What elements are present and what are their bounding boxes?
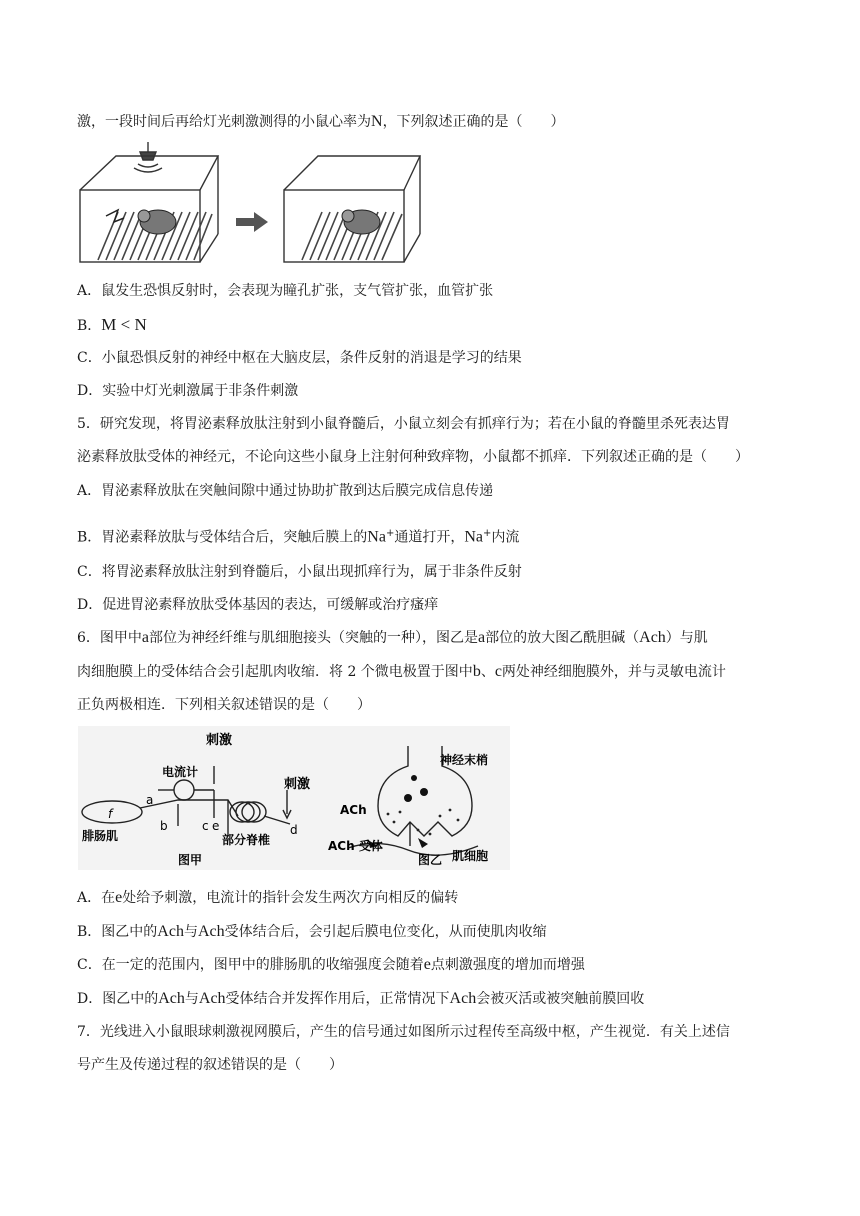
q4-option-a: A．鼠发生恐惧反射时，会表现为瞳孔扩张，支气管扩张，血管扩张	[77, 283, 494, 299]
q5-stem-line2: 泌素释放肽受体的神经元，不论向这些小鼠身上注射何种致痒物，小鼠都不抓痒．下列叙述正确的是（ ）	[77, 449, 749, 465]
q7-stem-line2: 号产生及传递过程的叙述错误的是（ ）	[77, 1057, 343, 1073]
fig-label-ciji-top: 刺激	[206, 733, 233, 748]
q6-stem-line1: 6．图甲中a部位为神经纤维与肌细胞接头（突触的一种），图乙是a部位的放大图乙酰胆碱（Ach）与肌	[77, 629, 708, 646]
q4-option-d: D．实验中灯光刺激属于非条件刺激	[77, 383, 299, 399]
q7-stem-line1: 7．光线进入小鼠眼球刺激视网膜后，产生的信号通过如图所示过程传至高级中枢，产生视觉．有关上述信	[77, 1024, 730, 1040]
fig-label-ach-shouti: ACh 受体	[328, 839, 383, 853]
fig-letter-a: a	[146, 793, 154, 807]
q5-option-c: C．将胃泌素释放肽注射到脊髓后，小鼠出现抓痒行为，属于非条件反射	[77, 564, 522, 580]
q6-option-c: C．在一定的范围内，图甲中的腓肠肌的收缩强度会随着e点刺激强度的增加而增强	[77, 956, 585, 973]
fig-letter-c: c	[202, 819, 209, 833]
fig-letter-e: e	[212, 819, 220, 833]
fig-label-jixibao: 肌细胞	[452, 849, 489, 863]
q6-stem-line2: 肉细胞膜上的受体结合会引起肌肉收缩．将 2 个微电极置于图中b、c两处神经细胞膜外，并与灵敏电流计	[77, 663, 726, 680]
fig-label-feichangji: 腓肠肌	[82, 829, 119, 843]
fig-label-bufen: 部分脊椎	[222, 833, 271, 847]
fig-label-jiaji: 图甲	[178, 853, 203, 867]
fig-label-ach: ACh	[340, 803, 367, 817]
fig-letter-f: f	[108, 807, 113, 821]
q5-option-a: A．胃泌素释放肽在突触间隙中通过协助扩散到达后膜完成信息传递	[77, 483, 494, 499]
q5-stem-line1: 5．研究发现，将胃泌素释放肽注射到小鼠脊髓后，小鼠立刻会有抓痒行为；若在小鼠的脊髓里杀死表达胃	[77, 416, 730, 432]
q4-option-c: C．小鼠恐惧反射的神经中枢在大脑皮层，条件反射的消退是学习的结果	[77, 350, 522, 366]
q6-option-b: B．图乙中的Ach与Ach受体结合后，会引起后膜电位变化，从而使肌肉收缩	[77, 923, 547, 940]
q5-option-d: D．促进胃泌素释放肽受体基因的表达，可缓解或治疗瘙痒	[77, 597, 439, 613]
fig-letter-b: b	[160, 819, 168, 833]
q4-option-b: B．M < N	[77, 315, 147, 334]
fig-label-shenjing: 神经末梢	[440, 753, 489, 767]
fig-letter-d: d	[290, 823, 298, 837]
q6-option-d: D．图乙中的Ach与Ach受体结合并发挥作用后，正常情况下Ach会被灭活或被突触前膜回收	[77, 990, 645, 1007]
q4-figure-mouse-cages	[78, 142, 424, 268]
fig-label-ciji-right: 刺激	[284, 777, 311, 792]
q6-stem-line3: 正负两极相连．下列相关叙述错误的是（ ）	[77, 697, 371, 713]
fig-label-yi: 图乙	[418, 853, 443, 867]
q6-figure	[78, 726, 510, 870]
q4-stem: 激，一段时间后再给灯光刺激测得的小鼠心率为N，下列叙述正确的是（ ）	[77, 113, 565, 130]
q5-option-b: B．胃泌素释放肽与受体结合后，突触后膜上的Na+通道打开，Na+内流	[77, 528, 520, 546]
q6-option-a: A．在e处给予刺激，电流计的指针会发生两次方向相反的偏转	[77, 889, 459, 906]
fig-label-dianliuji: 电流计	[162, 765, 199, 779]
